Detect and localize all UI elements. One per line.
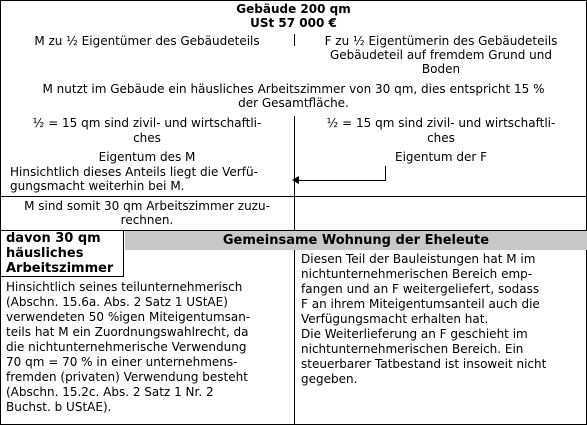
left-text-4: teils hat M ein Zuordnungswahlrecht, da bbox=[6, 325, 249, 339]
office-title-rule-h bbox=[0, 276, 124, 277]
right-text-7: nichtunternehmerischen Bereich. Ein bbox=[301, 342, 524, 356]
left-text-6: 70 qm = 70 % in einer unternehmens- bbox=[6, 355, 238, 369]
right-text-1: Diesen Teil der Bauleistungen hat M im bbox=[301, 252, 536, 266]
office-title-line-2: häusliches bbox=[6, 246, 84, 261]
right-owner-line-2: Gebäudeteil auf fremdem Grund und bbox=[330, 48, 552, 62]
office-title-line-3: Arbeitszimmer bbox=[6, 261, 114, 276]
office-title-rule-v bbox=[123, 231, 124, 277]
right-text-5: Verfügungsmacht erhalten hat. bbox=[301, 312, 489, 326]
arrow-shaft-v bbox=[385, 166, 386, 180]
usage-line-2: der Gesamtfläche. bbox=[238, 96, 349, 110]
right-half-line-2: ches bbox=[427, 131, 455, 145]
left-text-1: Hinsichtlich seines teilunternehmerisch bbox=[6, 280, 243, 294]
office-title-line-1: davon 30 qm bbox=[6, 231, 101, 246]
usage-line-1: M nutzt im Gebäude ein häusliches Arbeitszimmer von 30 qm, dies entspricht 15 % bbox=[42, 82, 545, 96]
power-line-2: gungsmacht weiterhin bei M. bbox=[10, 179, 185, 193]
arrow-shaft-h bbox=[299, 180, 386, 181]
power-line-1: Hinsichtlich dieses Anteils liegt die Verfü- bbox=[10, 165, 258, 179]
header-title: Gebäude 200 qm bbox=[236, 2, 351, 16]
left-text-7: fremden (privaten) Verwendung besteht bbox=[6, 370, 248, 384]
right-text-3: fangen und an F weitergeliefert, sodass bbox=[301, 282, 540, 296]
left-owner: M zu ½ Eigentümer des Gebäudeteils bbox=[34, 34, 260, 48]
left-text-2: (Abschn. 15.6a. Abs. 2 Satz 1 UStAE) bbox=[6, 295, 228, 309]
left-half-line-1: ½ = 15 qm sind zivil- und wirtschaftli- bbox=[32, 116, 262, 130]
right-half-line-1: ½ = 15 qm sind zivil- und wirtschaftli- bbox=[326, 116, 556, 130]
right-owner-line-1: F zu ½ Eigentümerin des Gebäudeteils bbox=[324, 34, 558, 48]
arrow-head-icon bbox=[292, 176, 299, 184]
left-text-8: (Abschn. 15.2c. Abs. 2 Satz 1 Nr. 2 bbox=[6, 385, 214, 399]
sum-line-1: M sind somit 30 qm Arbeitszimmer zuzu- bbox=[24, 199, 270, 213]
left-half-line-2: ches bbox=[133, 131, 161, 145]
right-text-9: gegeben. bbox=[301, 372, 358, 386]
left-half-line-3: Eigentum des M bbox=[98, 150, 196, 164]
shared-apartment-title: Gemeinsame Wohnung der Eheleute bbox=[222, 233, 490, 248]
right-text-2: nichtunternehmerischen Bereich emp- bbox=[301, 267, 533, 281]
left-text-5: die nichtunternehmerische Verwendung bbox=[6, 340, 247, 354]
right-text-8: steuerbarer Tatbestand ist insoweit nicht bbox=[301, 357, 547, 371]
left-text-3: verwendeten 50 %igen Miteigentumsan- bbox=[6, 310, 251, 324]
sum-line-2: rechnen. bbox=[120, 213, 174, 227]
right-text-6: Die Weiterlieferung an F geschieht im bbox=[301, 327, 528, 341]
right-half-line-3: Eigentum der F bbox=[395, 150, 487, 164]
right-owner-line-3: Boden bbox=[421, 62, 461, 76]
header-ust: USt 57 000 € bbox=[250, 16, 337, 30]
left-text-9: Buchst. b UStAE). bbox=[6, 400, 112, 414]
right-text-4: F an ihrem Miteigentumsanteil auch die bbox=[301, 297, 540, 311]
